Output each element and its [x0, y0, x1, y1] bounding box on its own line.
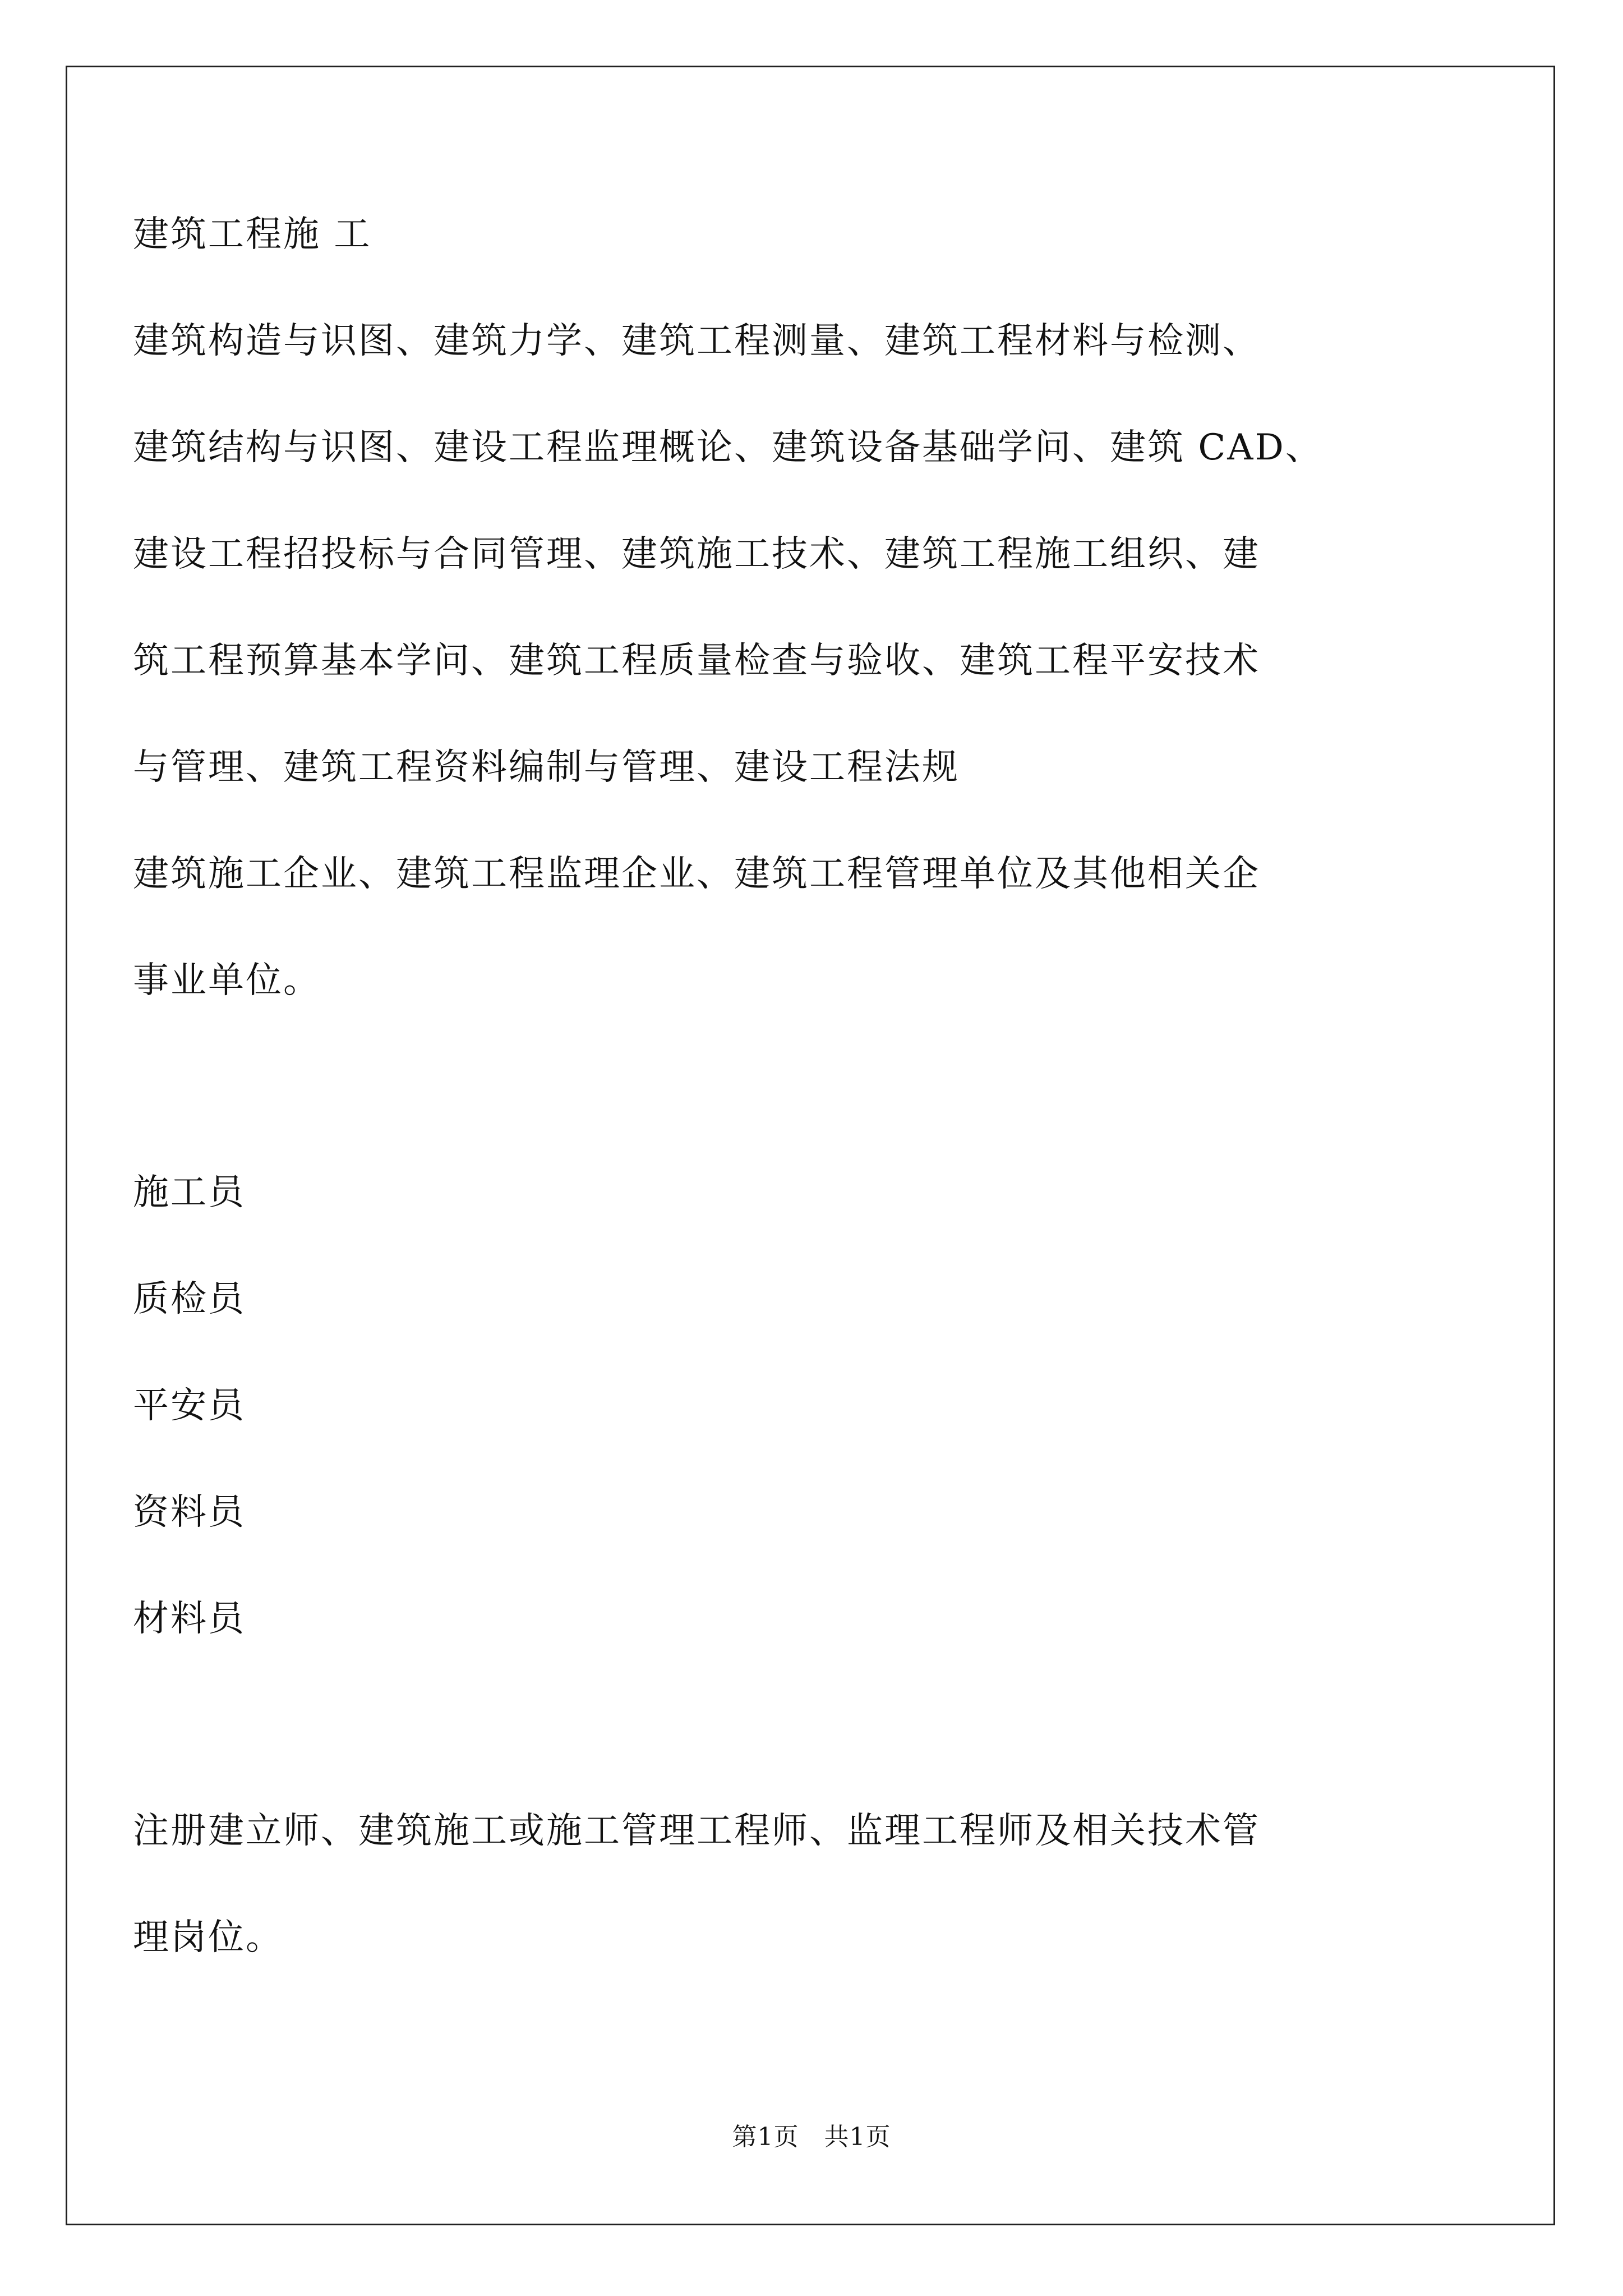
job-item: 资料员: [133, 1492, 246, 1533]
employers-paragraph: [133, 847, 1490, 1007]
positions-line: 理岗位。: [133, 1917, 283, 1958]
job-item: 施工员: [133, 1172, 246, 1213]
courses-line: 与管理、建筑工程资料编制与管理、建设工程法规: [133, 747, 960, 788]
courses-line: 建筑构造与识图、建筑力学、建筑工程测量、建筑工程材料与检测、: [133, 320, 1260, 362]
employers-line: 建筑施工企业、建筑工程监理企业、建筑工程管理单位及其他相关企: [133, 853, 1260, 895]
page-footer: [0, 2120, 1623, 2154]
courses-line: 建设工程招投标与合同管理、建筑施工技术、建筑工程施工组织、建: [133, 533, 1260, 575]
document-body: [133, 208, 1490, 1964]
courses-line: 建筑结构与识图、建设工程监理概论、建筑设备基础学问、建筑 CAD、: [133, 427, 1323, 468]
job-item: 平安员: [133, 1385, 246, 1427]
jobs-list: [133, 1166, 1490, 1646]
job-item: 材料员: [133, 1598, 246, 1640]
positions-paragraph: [133, 1804, 1490, 1964]
courses-line: 筑工程预算基本学问、建筑工程质量检查与验收、建筑工程平安技术: [133, 640, 1260, 682]
page-number: 第1页 共1页: [732, 2123, 891, 2151]
document-title: 建筑工程施 工: [133, 214, 372, 255]
courses-paragraph: [133, 314, 1490, 794]
employers-line: 事业单位。: [133, 960, 321, 1001]
positions-line: 注册建立师、建筑施工或施工管理工程师、监理工程师及相关技术管: [133, 1810, 1260, 1852]
job-item: 质检员: [133, 1278, 246, 1320]
